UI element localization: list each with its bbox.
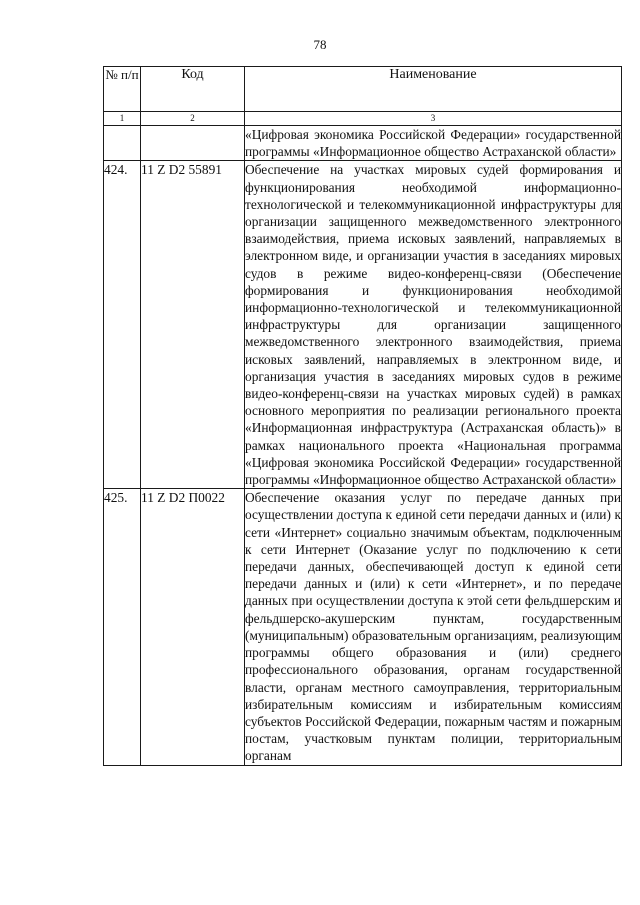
page-number: 78 <box>313 37 327 52</box>
row-code <box>141 126 245 161</box>
budget-code-table <box>103 66 622 766</box>
column-index-3: 3 <box>245 112 622 126</box>
table-row <box>104 489 622 765</box>
header-name: Наименование <box>245 67 622 112</box>
column-index-2: 2 <box>141 112 245 126</box>
header-num: № п/п <box>104 67 141 112</box>
table-header-row <box>104 67 622 112</box>
row-name: Обеспечение на участках мировых судей формирования и функционирования необходимой информационно-технологической и телекоммуникационной инфраструктуры для организации защищенного межведомственного электронного взаимодействия, приема исковых заявлений, направляемых в электронном виде, и организации участия в заседаниях мировых судов в режиме видео-конференц-связи (Обеспечение формирования и функционирования необходимой информационно-технологической и телекоммуникационной инфраструктуры для организации защищенного межведомственного электронного взаимодействия, приема исковых заявлений, направляемых в электронном виде, и организация участия в заседаниях мировых судов в режиме видео-конференц-связи на участках мировых судей) в рамках основного мероприятия по реализации регионального проекта «Информационная инфраструктура (Астраханская область)» в рамках национального проекта «Национальная программа «Цифровая экономика Российской Федерации» государственной программы «Информационное общество Астраханской области» <box>245 162 621 488</box>
column-index-1: 1 <box>104 112 141 126</box>
table-row <box>104 126 622 161</box>
row-name: «Цифровая экономика Российской Федерации» государственной программы «Информационное общество Астраханской области» <box>245 127 621 160</box>
column-index-row <box>104 112 622 126</box>
table-row <box>104 161 622 489</box>
row-name: Обеспечение оказания услуг по передаче данных при осуществлении доступа к единой сети передачи данных и (или) к сети «Интернет» социально значимым объектам, подключенным к сети Интернет (Оказание услуг по подключению к сети передачи данных, обеспечивающей доступ к единой сети передачи данных и (или) к сети «Интернет», и по передаче данных при осуществлении доступа к этой сети фельдшерским и фельдшерско-акушерским пунктам, государственным (муниципальным) образовательным организациям, реализующим программы общего образования и (или) среднего профессионального образования, органам государственной власти, органам местного самоуправления, территориальным избирательным комиссиям и избирательным комиссиям субъектов Российской Федерации, пожарным частям и пожарным постам, участковым пунктам полиции, территориальным органам <box>245 490 621 764</box>
row-num <box>104 126 141 161</box>
row-num: 424. <box>104 161 141 489</box>
row-num: 425. <box>104 489 141 765</box>
row-code: 11 Z D2 55891 <box>141 161 245 489</box>
header-code: Код <box>141 67 245 112</box>
row-code: 11 Z D2 П0022 <box>141 489 245 765</box>
